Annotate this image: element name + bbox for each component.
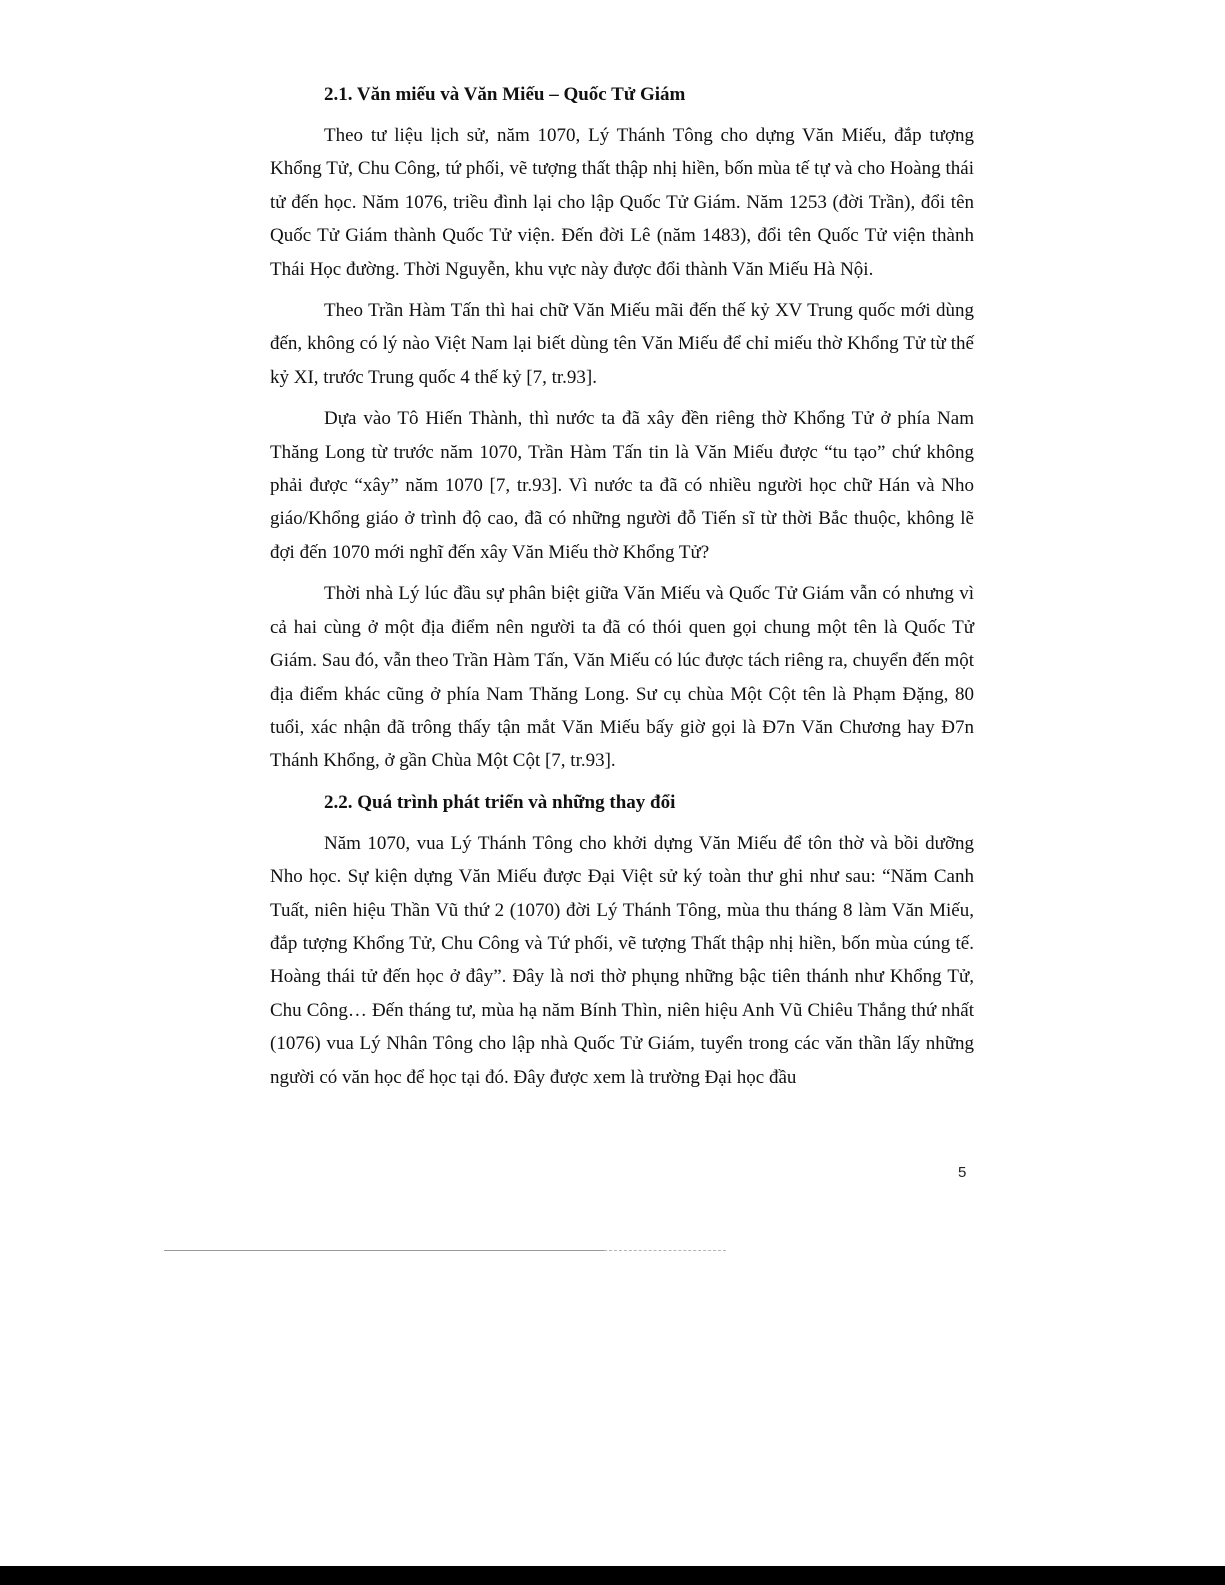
- footer-rule: [164, 1250, 604, 1251]
- section-heading-2-2: 2.2. Quá trình phát triển và những thay đổi: [324, 791, 676, 813]
- paragraph: Thời nhà Lý lúc đầu sự phân biệt giữa Văn Miếu và Quốc Tử Giám vẫn có nhưng vì cả hai cùng ở một địa điểm nên người ta đã có thói quen gọi chung một tên là Quốc Tử Giám. Sau đó, vẫn theo Trần Hàm Tấn, Văn Miếu có lúc được tách riêng ra, chuyển đến một địa điểm khác cũng ở phía Nam Thăng Long. Sư cụ chùa Một Cột tên là Phạm Đặng, 80 tuổi, xác nhận đã trông thấy tận mắt Văn Miếu bấy giờ gọi là Đ7n Văn Chương hay Đ7n Thánh Khổng, ở gần Chùa Một Cột [7, tr.93].: [270, 583, 974, 772]
- paragraph: Năm 1070, vua Lý Thánh Tông cho khởi dựng Văn Miếu để tôn thờ và bồi dưỡng Nho học. Sự kiện dựng Văn Miếu được Đại Việt sử ký toàn thư ghi như sau: “Năm Canh Tuất, niên hiệu Thần Vũ thứ 2 (1070) đời Lý Thánh Tông, mùa thu tháng 8 làm Văn Miếu, đắp tượng Khổng Tử, Chu Công và Tứ phối, vẽ tượng Thất thập nhị hiền, bốn mùa cúng tế. Hoàng thái tử đến học ở đây”. Đây là nơi thờ phụng những bậc tiên thánh như Khổng Tử, Chu Công… Đến tháng tư, mùa hạ năm Bính Thìn, niên hiệu Anh Vũ Chiêu Thắng thứ nhất (1076) vua Lý Nhân Tông cho lập nhà Quốc Tử Giám, tuyển trong các văn thần lấy những người có văn học để học tại đó. Đây được xem là trường Đại học đầu: [270, 832, 974, 1088]
- page-content: [270, 78, 974, 1102]
- paragraph: Dựa vào Tô Hiến Thành, thì nước ta đã xây đền riêng thờ Khổng Tử ở phía Nam Thăng Long từ trước năm 1070, Trần Hàm Tấn tin là Văn Miếu được “tu tạo” chứ không phải được “xây” năm 1070 [7, tr.93]. Vì nước ta đã có nhiều người học chữ Hán và Nho giáo/Khổng giáo ở trình độ cao, đã có những người đỗ Tiến sĩ từ thời Bắc thuộc, không lẽ đợi đến 1070 mới nghĩ đến xây Văn Miếu thờ Khổng Tử?: [270, 408, 974, 563]
- page-number: 5: [958, 1164, 967, 1181]
- footer-rule-dashed: [604, 1250, 726, 1251]
- paragraph: Theo tư liệu lịch sử, năm 1070, Lý Thánh Tông cho dựng Văn Miếu, đắp tượng Khổng Tử, Chu Công, tứ phối, vẽ tượng thất thập nhị hiền, bốn mùa tế tự và cho Hoàng thái tử đến học. Năm 1076, triều đình lại cho lập Quốc Tử Giám. Năm 1253 (đời Trần), đổi tên Quốc Tử Giám thành Quốc Tử viện. Đến đời Lê (năm 1483), đổi tên Quốc Tử viện thành Thái Học đường. Thời Nguyễn, khu vực này được đổi thành Văn Miếu Hà Nội.: [270, 125, 974, 280]
- bottom-edge-bar: [0, 1566, 1225, 1585]
- paragraph: Theo Trần Hàm Tấn thì hai chữ Văn Miếu mãi đến thế kỷ XV Trung quốc mới dùng đến, không có lý nào Việt Nam lại biết dùng tên Văn Miếu để chỉ miếu thờ Khổng Tử từ thế kỷ XI, trước Trung quốc 4 thế kỷ [7, tr.93].: [270, 300, 974, 388]
- section-heading-2-1: 2.1. Văn miếu và Văn Miếu – Quốc Tử Giám: [324, 84, 686, 105]
